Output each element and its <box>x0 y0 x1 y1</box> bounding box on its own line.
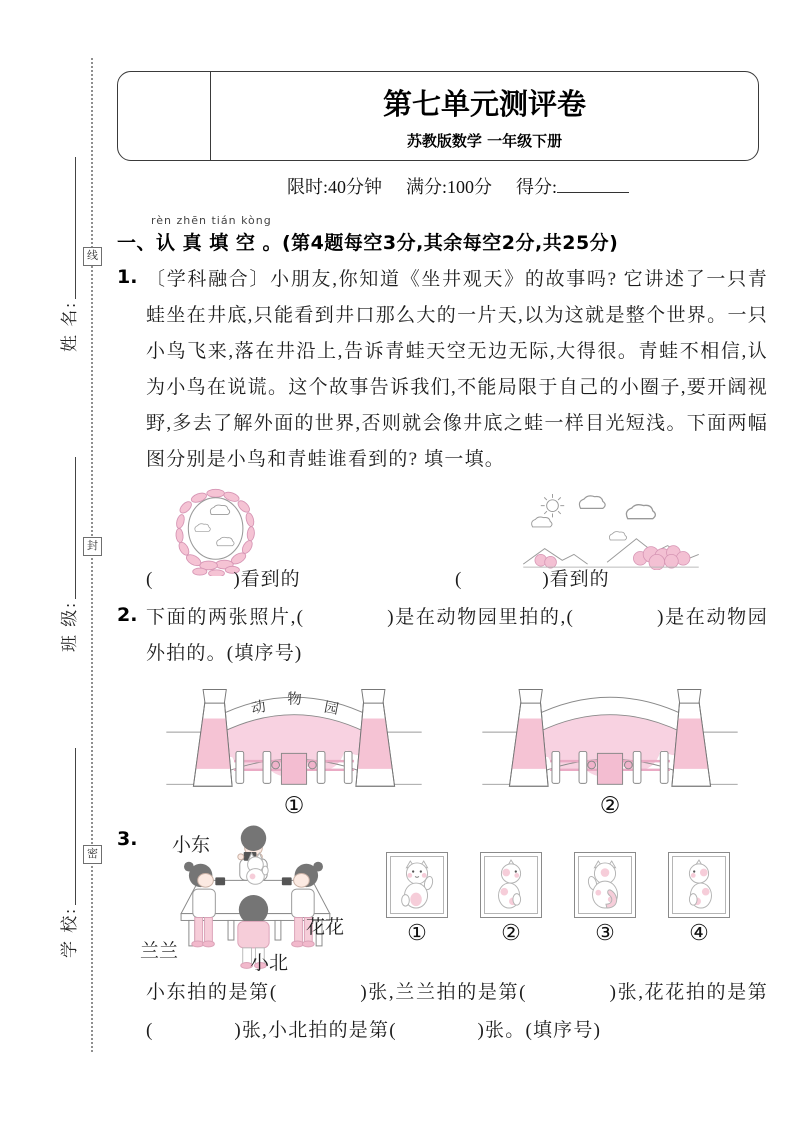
page-subtitle: 苏教版数学 一年级下册 <box>406 131 563 150</box>
zoo-gate-photo-2 <box>478 676 742 794</box>
school-label: 学 校: <box>60 907 79 958</box>
zoo-photo-2-label: ② <box>599 793 621 818</box>
full-score: 满分:100分 <box>406 177 493 197</box>
cat-photo-3-label: ③ <box>595 920 615 945</box>
cat-photo-back <box>574 852 636 918</box>
cat-photo-1-label: ① <box>407 920 427 945</box>
cat-photo-left-side-inner <box>672 856 726 914</box>
score-label: 得分: <box>516 173 629 199</box>
school-blank <box>75 748 76 905</box>
q3-text: 小东拍的是第( )张,兰兰拍的是第( )张,花花拍的是第( )张,小北拍的是第( )张。(填序号) <box>146 982 768 1041</box>
q1-answer-right: ( )看到的 <box>455 569 610 590</box>
right-pillar <box>356 690 395 787</box>
gate-sign-char: 物 <box>287 692 302 709</box>
section-pinyin: rèn zhēn tián kòng <box>151 214 272 227</box>
cat-front-view <box>393 858 441 912</box>
student-name-field <box>58 157 80 352</box>
zoo-gate-photo-1 <box>162 676 426 794</box>
gate-sign-char: 动 <box>249 698 268 718</box>
q2-number: 2. <box>117 604 138 626</box>
cat-photo-back-inner <box>578 856 632 914</box>
zoo-photo-1-label: ① <box>283 793 305 818</box>
cat-photo-right-side-inner <box>484 856 538 914</box>
class-blank <box>75 457 76 599</box>
kid-label-huahua: 花花 <box>306 917 345 938</box>
page-title: 第七单元测评卷 <box>382 86 586 121</box>
cat-photo-4-label: ④ <box>689 920 709 945</box>
cat-photo-front <box>386 852 448 918</box>
seal-mark-feng: 封 <box>83 537 102 556</box>
class-label: 班 级: <box>60 601 79 652</box>
q1-answer-left: ( )看到的 <box>146 569 301 590</box>
student-name-label: 姓 名: <box>60 301 79 352</box>
q3-number: 3. <box>117 828 138 850</box>
sun-icon <box>541 494 564 517</box>
cat-photo-right-side <box>480 852 542 918</box>
student-name-blank <box>75 157 76 299</box>
section-heading: 一、认 真 填 空 。(第4题每空3分,其余每空2分,共25分) <box>117 232 619 254</box>
cat-photo-left-side <box>668 852 730 918</box>
cat-photo-2-label: ② <box>501 920 521 945</box>
score-blank <box>557 174 629 193</box>
q1-text: 〔学科融合〕小朋友,你知道《坐井观天》的故事吗? 它讲述了一只青蛙坐在井底,只能看到井口那么大的一片天,以为这就是整个世界。一只小鸟飞来,落在井沿上,告诉青蛙天空无边无际,大得很。青蛙不相信,认为小鸟在说谎。这个故事告诉我们,不能局限于自己的小圈子,要开阔视野,多去了解外面的世界,否则就会像井底之蛙一样目光短浅。下面两幅图分别是小鸟和青蛙谁看到的? 填一填。 <box>146 269 768 470</box>
gate-sign-char: 园 <box>322 699 340 719</box>
q1-number: 1. <box>117 266 138 288</box>
class-field <box>58 457 80 652</box>
cat-right-side-view <box>487 858 535 912</box>
time-limit: 限时:40分钟 <box>287 177 383 197</box>
cat-photo-front-inner <box>390 856 444 914</box>
right-pillar <box>672 690 711 787</box>
sky-view-illustration <box>522 492 700 570</box>
seal-mark-xian: 线 <box>83 247 102 266</box>
cat-back-view <box>581 858 629 912</box>
q2-text: 下面的两张照片,( )是在动物园里拍的,( )是在动物园外拍的。(填序号) <box>146 607 768 664</box>
seal-mark-mi: 密 <box>83 845 102 864</box>
school-field <box>58 748 80 958</box>
well-view-illustration <box>168 488 265 576</box>
kid-label-xiaobei: 小北 <box>250 953 289 974</box>
left-pillar <box>193 690 232 787</box>
title-box <box>117 71 759 161</box>
cat-left-side-view <box>675 858 723 912</box>
kid-label-xiaodong: 小东 <box>172 835 211 856</box>
meta-line <box>287 173 629 199</box>
left-pillar <box>509 690 548 787</box>
kid-label-lanlan: 兰兰 <box>140 941 179 962</box>
